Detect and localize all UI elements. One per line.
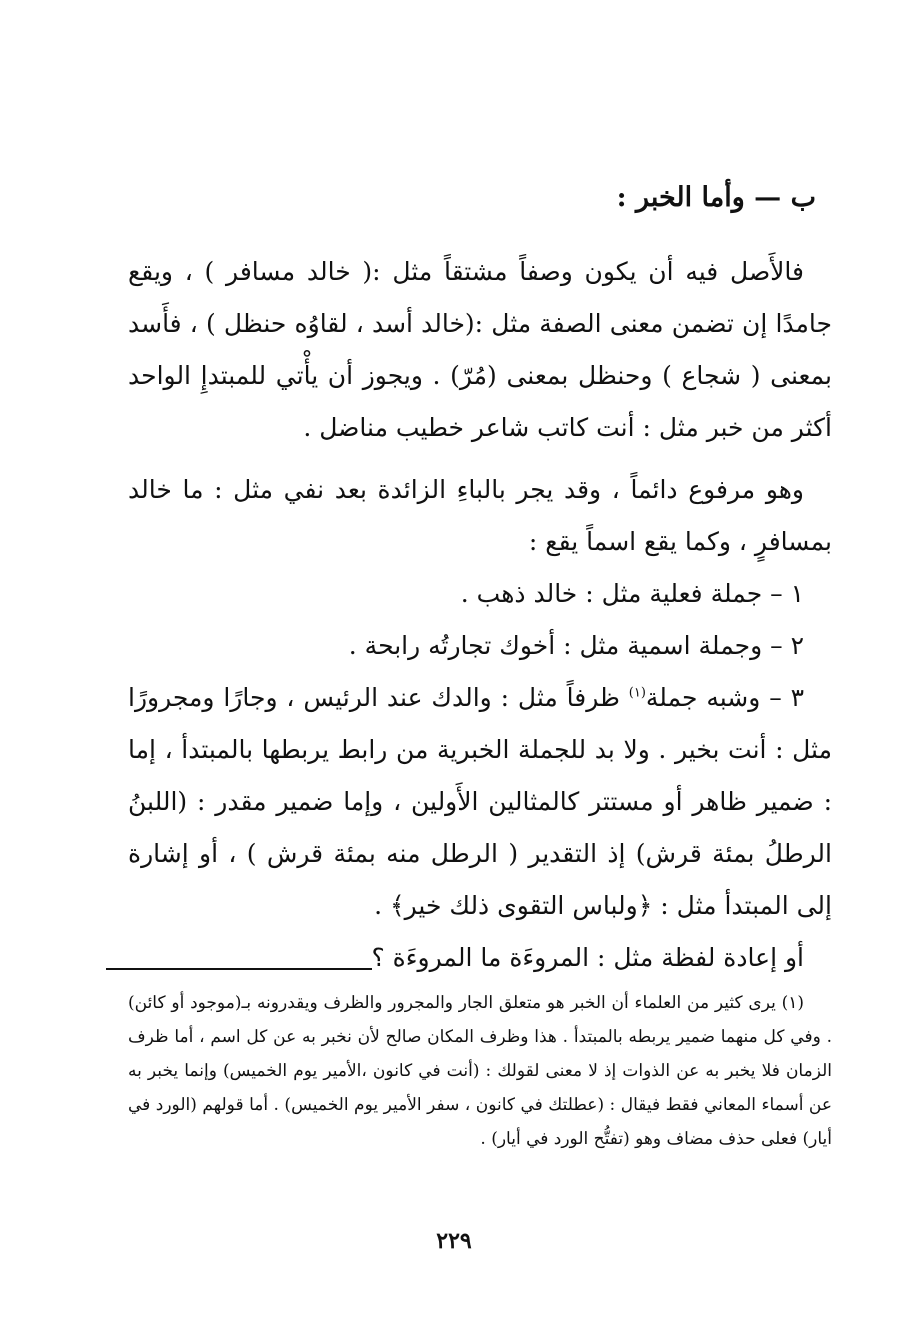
list-item-3-start: ٣ – وشبه جملة: [645, 683, 804, 712]
closing-line: أو إعادة لفظة مثل : المروءَة ما المروءَة ؟: [371, 943, 804, 972]
footnote-text: (١) يرى كثير من العلماء أن الخبر هو متعلق الجار والمجرور والظرف ويقدرونه بـ(موجود أو كائن) . وفي كل منهما ضمير يربطه بالمبتدأ . هذا وظرف المكان صالح لأن نخبر به عن كل اسم ، أما ظرف الزمان فلا يخبر به عن الذوات إذ لا معنى لقولك : (أنت في كانون ،الأمير يوم الخميس) وإنما يخبر به عن أسماء المعاني فقط فيقال : (عطلتك في كانون ، سفر الأمير يوم الخميس) . أما قولهم (الورد في أيار) فعلى حذف مضاف وهو (تفتُّح الورد في أيار) .: [128, 993, 832, 1149]
page-number: ٢٢٩: [436, 1228, 472, 1254]
list-item-3: [128, 672, 832, 932]
list-item-3-text: ظرفاً مثل : والدك عند الرئيس ، وجارًا ومجرورًا مثل : أنت بخير . ولا بد للجملة الخبرية من رابط يربطها بالمبتدأ ، إما : ضمير ظاهر أو مستتر كالمثالين الأَولين ، وإما ضمير مقدر : (اللبنُ الرطلُ بمئة قرش) إذ التقدير ( الرطل منه بمئة قرش ) ، أو إشارة إلى المبتدأ مثل : ﴿ولباس التقوى ذلك خير﴾ .: [128, 683, 832, 920]
list-item: ٢ – وجملة اسمية مثل : أخوك تجارتُه رابحة .: [348, 631, 804, 660]
section-heading: ب — وأما الخبر :: [616, 182, 816, 213]
footnote-divider: [106, 968, 372, 970]
paragraph: فالأَصل فيه أن يكون وصفاً مشتقاً مثل :( خالد مسافر ) ، ويقع جامدًا إن تضمن معنى الصفة مثل :(خالد أسد ، لقاوُه حنظل ) ، فأَسد بمعنى ( شجاع ) وحنظل بمعنى (مُرّ) . ويجوز أن يأْتي للمبتدإِ الواحد أكثر من خبر مثل : أنت كاتب شاعر خطيب مناضل .: [128, 257, 832, 442]
footnote-marker: (١): [628, 685, 646, 701]
list-item: ١ – جملة فعلية مثل : خالد ذهب .: [460, 579, 804, 608]
paragraph: وهو مرفوع دائماً ، وقد يجر بالباءِ الزائدة بعد نفي مثل : ما خالد بمسافرٍ ، وكما يقع اسماً يقع :: [128, 475, 832, 556]
footnote: [128, 986, 832, 1156]
main-text: [128, 246, 832, 984]
